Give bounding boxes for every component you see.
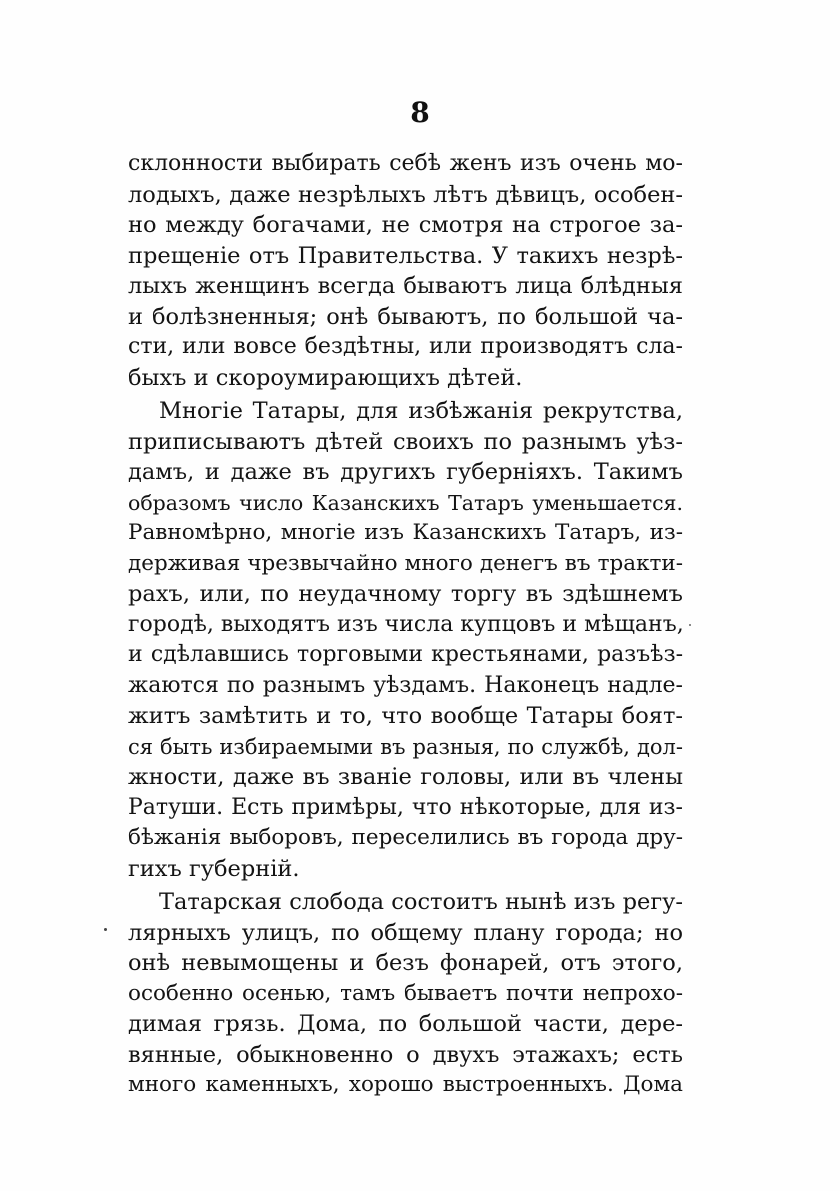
text-line: быхъ и скороумирающихъ дѣтей. — [128, 364, 523, 391]
text-line: вянные, обыкновенно о двухъ этажахъ; есть — [128, 1041, 683, 1068]
text-line: много каменныхъ, хорошо выстроенныхъ. Дома — [128, 1072, 683, 1097]
paragraph-first-line: Татарская слобода состоитъ нынѣ изъ регу- — [159, 889, 683, 915]
text-line: особенно осенью, тамъ бываетъ почти непрохо- — [128, 980, 683, 1006]
text-line: жности, даже въ званіе головы, или въ члены — [128, 764, 683, 790]
text-line: городѣ, выходятъ изъ числа купцовъ и мѣщанъ, — [128, 611, 684, 637]
text-line: димая грязь. Дома, по большой части, дере- — [128, 1011, 683, 1037]
text-line: жаются по разнымъ уѣздамъ. Наконецъ надле- — [128, 672, 683, 698]
text-line: Ратуши. Есть примѣры, что нѣкоторые, для из- — [128, 794, 683, 820]
text-line: ся быть избираемыми въ разныя, по службѣ, дол- — [128, 734, 683, 759]
text-line: держивая чрезвычайно много денегъ въ тракти- — [128, 550, 683, 576]
text-line: прещеніе отъ Правительства. У такихъ незрѣ- — [128, 242, 683, 269]
text-line: Равномѣрно, многіе изъ Казанскихъ Татаръ, из- — [128, 520, 683, 545]
text-line: и болѣзненныя; онѣ бываютъ, по большой ча- — [128, 303, 683, 330]
text-line: приписываютъ дѣтей своихъ по разнымъ уѣз- — [128, 428, 683, 455]
text-line: лодыхъ, даже незрѣлыхъ лѣтъ дѣвицъ, особен- — [128, 181, 683, 208]
text-line: образомъ число Казанскихъ Татаръ уменьшается. — [128, 490, 683, 515]
text-line: сти, или вовсе бездѣтны, или производятъ сла- — [128, 334, 683, 359]
text-line: лыхъ женщинъ всегда бываютъ лица блѣдныя — [128, 273, 683, 299]
text-line: склонности выбирать себѣ женъ изъ очень мо- — [128, 151, 683, 176]
text-line: лярныхъ улицъ, по общему плану города; но — [128, 919, 683, 946]
page-number: 8 — [410, 96, 430, 129]
paragraph-first-line: Многіе Татары, для избѣжанія рекрутства, — [159, 398, 683, 424]
ink-speck — [104, 928, 107, 931]
text-line: дамъ, и даже въ другихъ губерніяхъ. Такимъ — [128, 459, 683, 485]
text-line: гихъ губерній. — [128, 855, 300, 882]
ink-speck — [689, 624, 691, 626]
text-line: житъ замѣтить и то, что вообще Татары боят- — [128, 703, 683, 729]
text-line: онѣ невымощены и безъ фонарей, отъ этого, — [128, 950, 683, 976]
text-line: и сдѣлавшись торговыми крестьянами, разъѣз- — [128, 642, 683, 667]
text-line: бѣжанія выборовъ, переселились въ города дру- — [128, 825, 683, 850]
text-line: но между богачами, не смотря на строгое за- — [128, 212, 683, 238]
text-line: рахъ, или, по неудачному торгу въ здѣшнемъ — [128, 581, 683, 607]
